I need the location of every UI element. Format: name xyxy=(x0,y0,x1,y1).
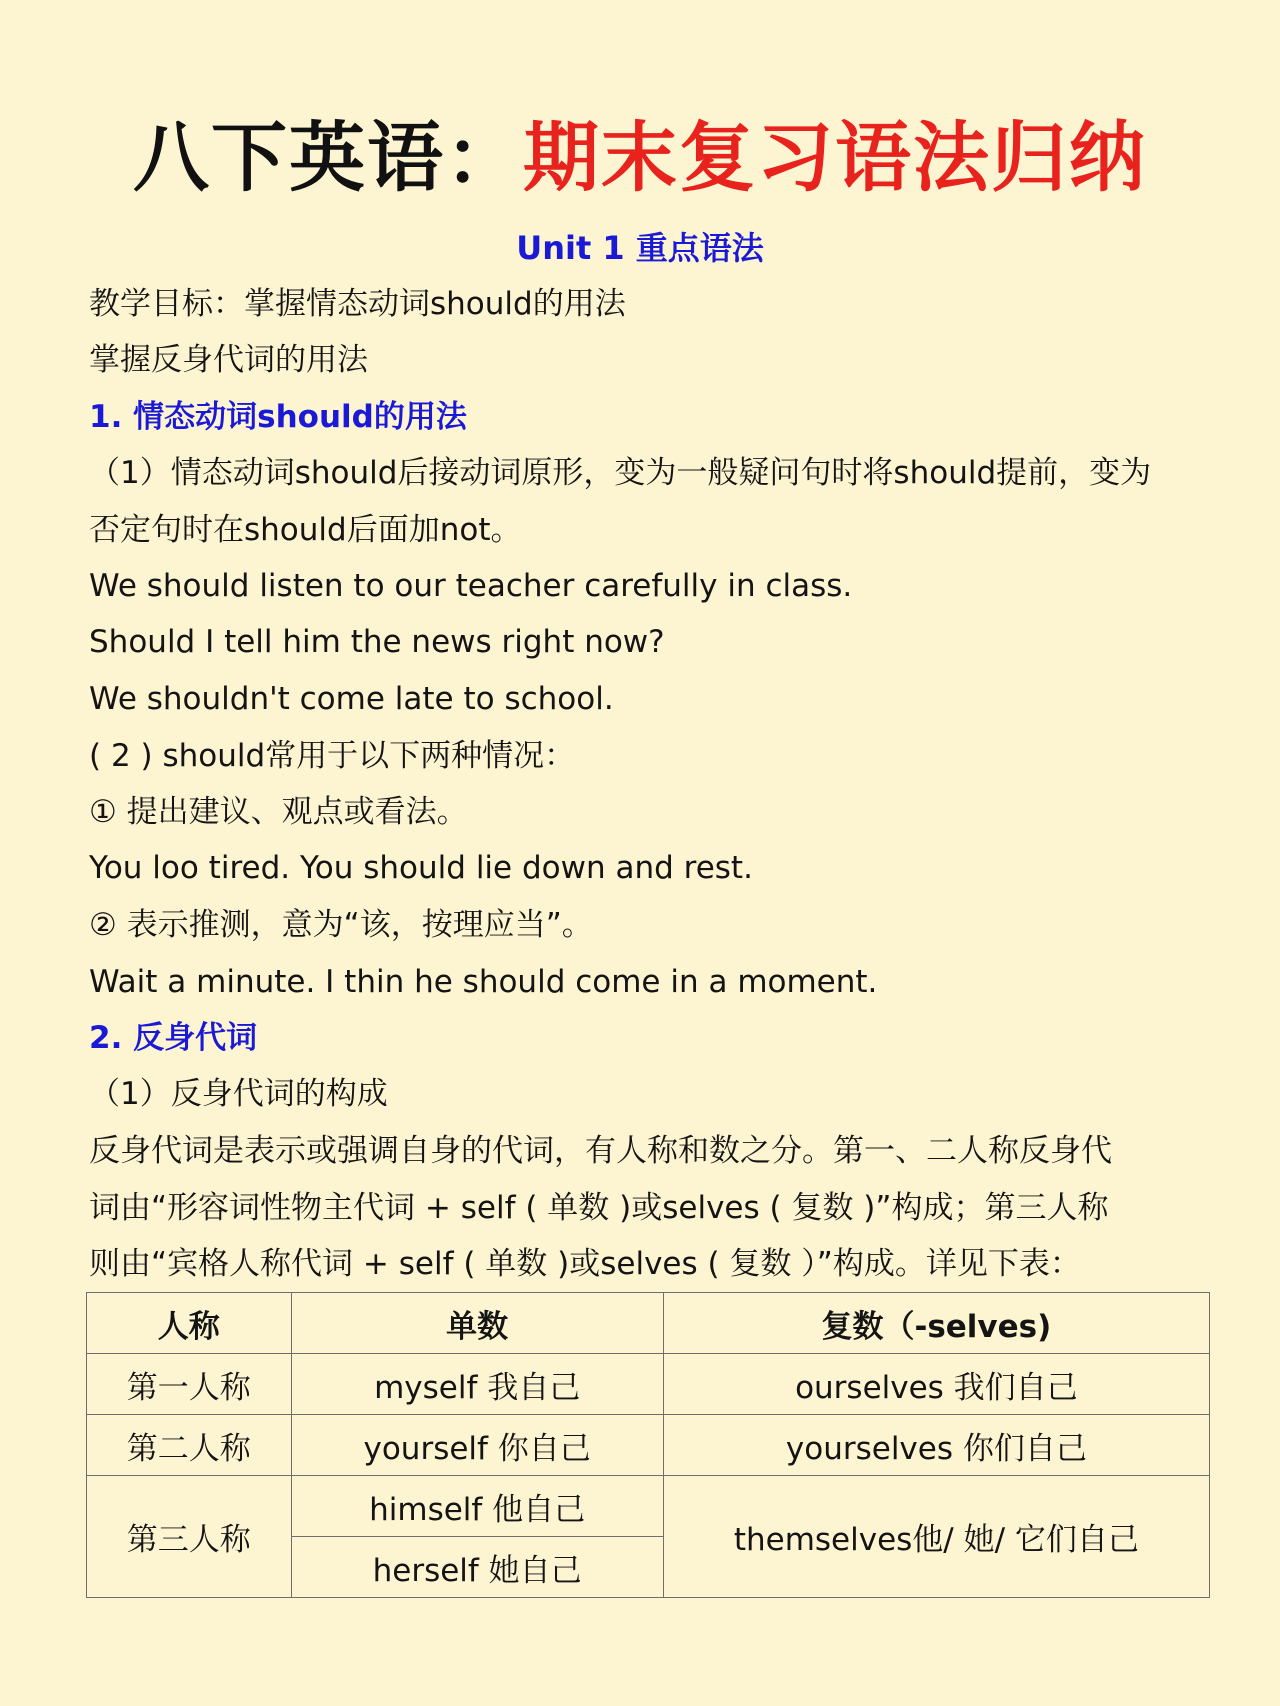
paragraph-line: （1）情态动词should后接动词原形，变为一般疑问句时将should提前，变为 xyxy=(89,455,1152,491)
example-sentence: Wait a minute. I thin he should come in a moment. xyxy=(89,964,878,1000)
example-sentence: We shouldn't come late to school. xyxy=(89,681,614,717)
header-singular: 单数 xyxy=(291,1293,663,1354)
paragraph-line: 否定句时在should后面加not。 xyxy=(89,512,522,548)
cell-singular: himself 他自己 xyxy=(291,1476,663,1537)
cell-singular: yourself 你自己 xyxy=(291,1415,663,1476)
cell-plural: themselves他/ 她/ 它们自己 xyxy=(663,1476,1209,1598)
cell-person: 第二人称 xyxy=(87,1415,292,1476)
cell-singular: herself 她自己 xyxy=(291,1537,663,1598)
cell-plural: yourselves 你们自己 xyxy=(663,1415,1209,1476)
example-sentence: We should listen to our teacher carefully in class. xyxy=(89,568,853,604)
title-highlight: 期末复习语法归纳 xyxy=(523,113,1147,202)
paragraph-line: 反身代词是表示或强调自身的代词，有人称和数之分。第一、二人称反身代 xyxy=(89,1133,1112,1169)
section-heading-reflexive: 2. 反身代词 xyxy=(89,1020,258,1056)
cell-singular: myself 我自己 xyxy=(291,1354,663,1415)
page-title xyxy=(0,108,1280,208)
paragraph-line: ( 2 ) should常用于以下两种情况： xyxy=(89,738,576,774)
table-row xyxy=(87,1354,1210,1415)
reflexive-pronoun-table xyxy=(86,1292,1210,1598)
cell-plural: ourselves 我们自己 xyxy=(663,1354,1209,1415)
section-heading-should: 1. 情态动词should的用法 xyxy=(89,399,467,435)
table-header-row xyxy=(87,1293,1210,1354)
example-sentence: Should I tell him the news right now? xyxy=(89,624,665,660)
title-prefix: 八下英语： xyxy=(133,113,523,202)
cell-person: 第三人称 xyxy=(87,1476,292,1598)
header-person: 人称 xyxy=(87,1293,292,1354)
paragraph-line: 则由“宾格人称代词 + self ( 单数 )或selves ( 复数 ）”构成。详见下表： xyxy=(89,1246,1081,1282)
list-item: ② 表示推测，意为“该，按理应当”。 xyxy=(89,907,593,943)
objective-line-2: 掌握反身代词的用法 xyxy=(89,342,368,378)
table-row xyxy=(87,1476,1210,1537)
paragraph-line: 词由“形容词性物主代词 + self ( 单数 )或selves ( 复数 )”构成；第三人称 xyxy=(89,1190,1109,1226)
table-row xyxy=(87,1415,1210,1476)
cell-person: 第一人称 xyxy=(87,1354,292,1415)
example-sentence: You loo tired. You should lie down and rest. xyxy=(89,850,753,886)
header-plural: 复数（-selves) xyxy=(663,1293,1209,1354)
list-item: ① 提出建议、观点或看法。 xyxy=(89,794,468,830)
paragraph-line: （1）反身代词的构成 xyxy=(89,1076,388,1112)
objective-line-1: 教学目标：掌握情态动词should的用法 xyxy=(89,286,626,322)
unit-subtitle: Unit 1 重点语法 xyxy=(516,229,764,267)
